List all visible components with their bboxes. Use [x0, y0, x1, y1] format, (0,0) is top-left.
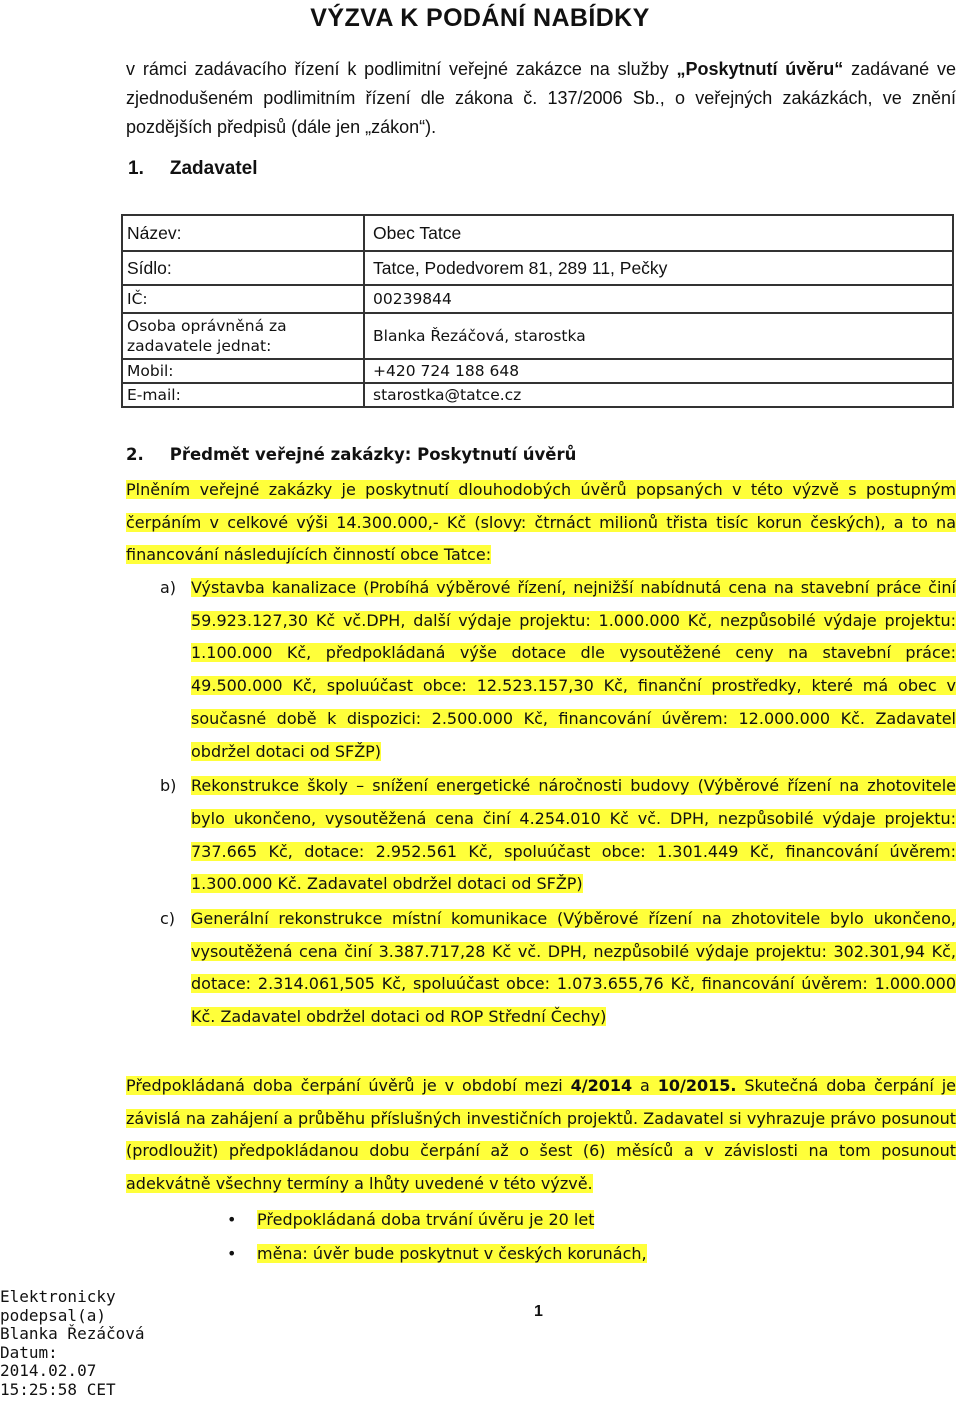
intro-contract-name: „Poskytnutí úvěru“ — [676, 59, 844, 79]
drawdown-text-2: a — [632, 1076, 658, 1095]
intro-paragraph — [126, 55, 956, 142]
signature-line: 2014.02.07 — [0, 1361, 97, 1380]
list-item — [126, 1237, 956, 1271]
row-value-ic: 00239844 — [364, 285, 953, 313]
drawdown-paragraph — [126, 1070, 956, 1200]
drawdown-text-3: Skutečná doba čerpání je závislá na zahájení a průběhu příslušných investičních projektů. Zadavatel si vyhrazuje právo posunout (prodloužit) předpokládanou dobu čerpání až o šest (6) měsíců a v závislosti na tom posunout adekvátně všechny termíny a lhůty uvedené v této výzvě. — [126, 1076, 956, 1193]
item-marker-a: a) — [160, 578, 177, 597]
item-text-c: Generální rekonstrukce místní komunikace (Výběrové řízení na zhotovitele bylo ukončeno, vysoutěžená cena činí 3.387.717,28 Kč vč. DPH, nezpůsobilé výdaje projektu: 302.301,94 Kč, dotace: 2.314.061,505 Kč, spoluúčast obce: 1.073.655,76 Kč, financování úvěrem: 1.000.000 Kč. Zadavatel obdržel dotaci od ROP Střední Čechy) — [191, 909, 956, 1027]
contractor-table — [121, 214, 954, 408]
signature-line: podepsal(a) — [0, 1305, 106, 1325]
list-item — [126, 903, 956, 1034]
table-row — [122, 313, 953, 359]
section-1-label: Zadavatel — [169, 158, 258, 179]
electronic-signature — [0, 1288, 160, 1399]
drawdown-end: 10/2015. — [657, 1076, 737, 1095]
activities-list — [126, 572, 956, 1034]
table-row — [122, 383, 953, 407]
row-key-mobile: Mobil: — [122, 359, 364, 383]
row-key-seat: Sídlo: — [122, 251, 364, 285]
signature-line: Elektronicky — [0, 1287, 116, 1306]
signature-line: Blanka Řezáčová — [0, 1324, 145, 1343]
bullet-text-currency: měna: úvěr bude poskytnut v českých korunách, — [257, 1244, 647, 1263]
document-title: VÝZVA K PODÁNÍ NABÍDKY — [310, 4, 650, 32]
row-value-email: starostka@tatce.cz — [364, 383, 953, 407]
table-row — [122, 285, 953, 313]
row-value-mobile: +420 724 188 648 — [364, 359, 953, 383]
signature-line: Datum: — [0, 1342, 58, 1362]
bullet-icon: • — [227, 1210, 237, 1229]
intro-text-1: v rámci zadávacího řízení k podlimitní veřejné zakázce na služby — [126, 59, 677, 79]
section-2-heading — [126, 445, 576, 464]
intro-text-2: zadávané ve zjednodušeném podlimitním řízení dle zákona č. 137/2006 Sb., o veřejných zakázkách, ve znění pozdějších předpisů (dále jen „zákon“). — [126, 59, 957, 137]
section-2-number: 2. — [126, 445, 144, 464]
section-2-label: Předmět veřejné zakázky: Poskytnutí úvěrů — [169, 445, 577, 464]
row-key-email: E-mail: — [122, 383, 364, 407]
drawdown-start: 4/2014 — [570, 1076, 633, 1095]
section-1-number: 1. — [128, 158, 144, 179]
section-1-heading — [128, 158, 258, 180]
list-item — [126, 1203, 956, 1237]
bullet-icon: • — [227, 1244, 237, 1263]
bullet-text-duration: Předpokládaná doba trvání úvěru je 20 let — [257, 1210, 595, 1229]
loan-terms-list — [126, 1203, 956, 1271]
signature-line: 15:25:58 CET — [0, 1379, 116, 1399]
row-value-name: Obec Tatce — [364, 215, 953, 251]
item-marker-c: c) — [160, 909, 176, 929]
subject-paragraph — [126, 474, 956, 572]
drawdown-text-1: Předpokládaná doba čerpání úvěrů je v období mezi — [126, 1076, 571, 1095]
row-key-representative: Osoba oprávněná za zadavatele jednat: — [122, 313, 364, 359]
row-value-seat: Tatce, Podedvorem 81, 289 11, Pečky — [364, 251, 953, 285]
row-value-representative: Blanka Řezáčová, starostka — [364, 313, 953, 359]
subject-text: Plněním veřejné zakázky je poskytnutí dlouhodobých úvěrů popsaných v této výzvě s postupným čerpáním v celkové výši 14.300.000,- Kč (slovy: čtrnáct milionů třista tisíc korun českých), a to na financování následujících činností obce Tatce: — [126, 480, 956, 564]
item-text-a: Výstavba kanalizace (Probíhá výběrové řízení, nejnižší nabídnutá cena na stavební práce činí 59.923.127,30 Kč vč.DPH, další výdaje projektu: 1.000.000 Kč, nezpůsobilé výdaje projektu: 1.100.000 Kč, předpokládaná výše dotace dle vysoutěžené ceny na stavební práce: 49.500.000 Kč, spoluúčast obce: 12.523.157,30 Kč, finanční prostředky, které má obec v současné době k dispozici: 2.500.000 Kč, financování úvěrem: 12.000.000 Kč. Zadavatel obdržel dotaci od SFŽP) — [191, 578, 956, 761]
page-number: 1 — [534, 1303, 543, 1320]
row-key-ic: IČ: — [122, 285, 364, 313]
list-item — [126, 572, 956, 768]
item-text-b: Rekonstrukce školy – snížení energetické náročnosti budovy (Výběrové řízení na zhotovitele bylo ukončeno, vysoutěžená cena činí 4.254.010 Kč vč. DPH, nezpůsobilé výdaje projektu: 737.665 Kč, dotace: 2.952.561 Kč, spoluúčast obce: 1.301.449 Kč, financování úvěrem: 1.300.000 Kč. Zadavatel obdržel dotaci od SFŽP) — [191, 776, 956, 894]
list-item — [126, 770, 956, 901]
item-marker-b: b) — [160, 776, 177, 796]
table-row — [122, 251, 953, 285]
table-row — [122, 359, 953, 383]
row-key-name: Název: — [122, 215, 364, 251]
table-row — [122, 215, 953, 251]
